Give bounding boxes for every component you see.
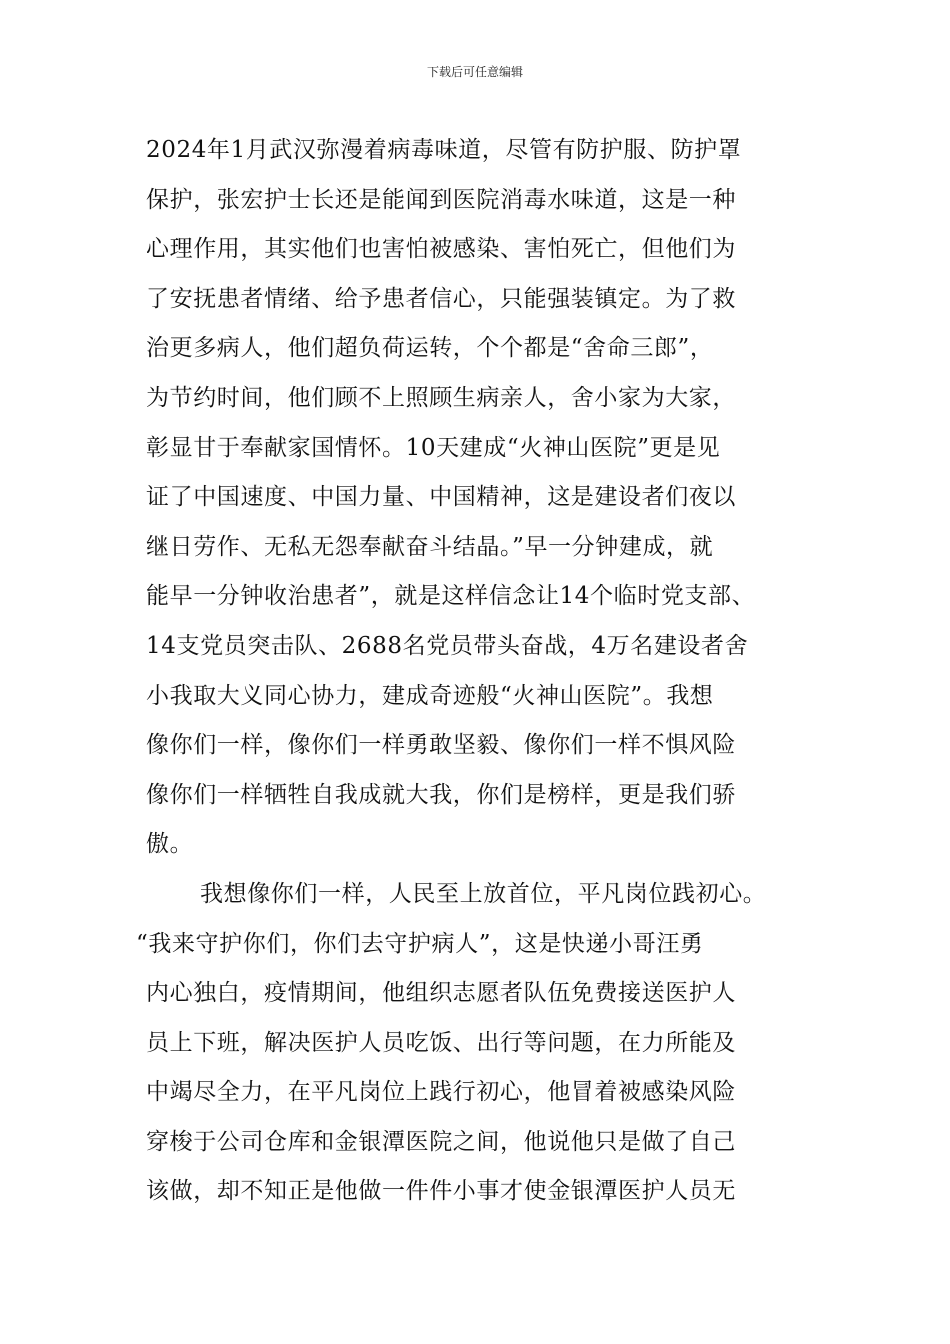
text-line: 中竭尽全力，在平凡岗位上践行初心，他冒着被感染风险 (146, 1079, 736, 1106)
body-text (136, 126, 806, 1217)
text-line: 2024年1月武汉弥漫着病毒味道，尽管有防护服、防护罩 (146, 137, 742, 163)
text-line: 心理作用，其实他们也害怕被感染、害怕死亡，但他们为 (146, 236, 736, 263)
text-line: 14支党员突击队、2688名党员带头奋战，4万名建设者舍 (146, 632, 749, 659)
text-line: 像你们一样牺牲自我成就大我，你们是榜样，更是我们骄 (146, 781, 736, 808)
text-line: 员上下班，解决医护人员吃饭、出行等问题，在力所能及 (146, 1029, 736, 1056)
text-line: 穿梭于公司仓库和金银潭医院之间，他说他只是做了自己 (146, 1128, 736, 1155)
text-line: 保护，张宏护士长还是能闻到医院消毒水味道，这是一种 (146, 186, 736, 213)
text-line: 傲。 (146, 831, 194, 858)
text-line: 彰显甘于奉献家国情怀。10天建成“火神山医院”更是见 (146, 434, 721, 461)
text-line: 小我取大义同心协力，建成奇迹般“火神山医院”。我想 (146, 682, 714, 709)
text-line: 像你们一样，像你们一样勇敢坚毅、像你们一样不惧风险 (146, 732, 736, 759)
text-line: 治更多病人，他们超负荷运转，个个都是“舍命三郎”， (146, 335, 714, 362)
text-line: “我来守护你们，你们去守护病人”，这是快递小哥汪勇 (136, 930, 704, 957)
text-line: 为节约时间，他们顾不上照顾生病亲人，舍小家为大家， (146, 384, 736, 411)
text-line: 证了中国速度、中国力量、中国精神，这是建设者们夜以 (146, 484, 736, 511)
text-line: 内心独白，疫情期间，他组织志愿者队伍免费接送医护人 (146, 980, 736, 1007)
paragraph-start-line: 我想像你们一样，人民至上放首位，平凡岗位践初心。 (200, 880, 767, 907)
text-line: 继日劳作、无私无怨奉献奋斗结晶。”早一分钟建成，就 (146, 533, 714, 560)
text-line: 该做，却不知正是他做一件件小事才使金银潭医护人员无 (146, 1178, 736, 1205)
page-header: 下载后可任意编辑 (426, 65, 523, 79)
text-line: 了安抚患者情绪、给予患者信心，只能强装镇定。为了救 (146, 285, 736, 312)
text-line: 能早一分钟收治患者”，就是这样信念让14个临时党支部、 (146, 583, 756, 610)
